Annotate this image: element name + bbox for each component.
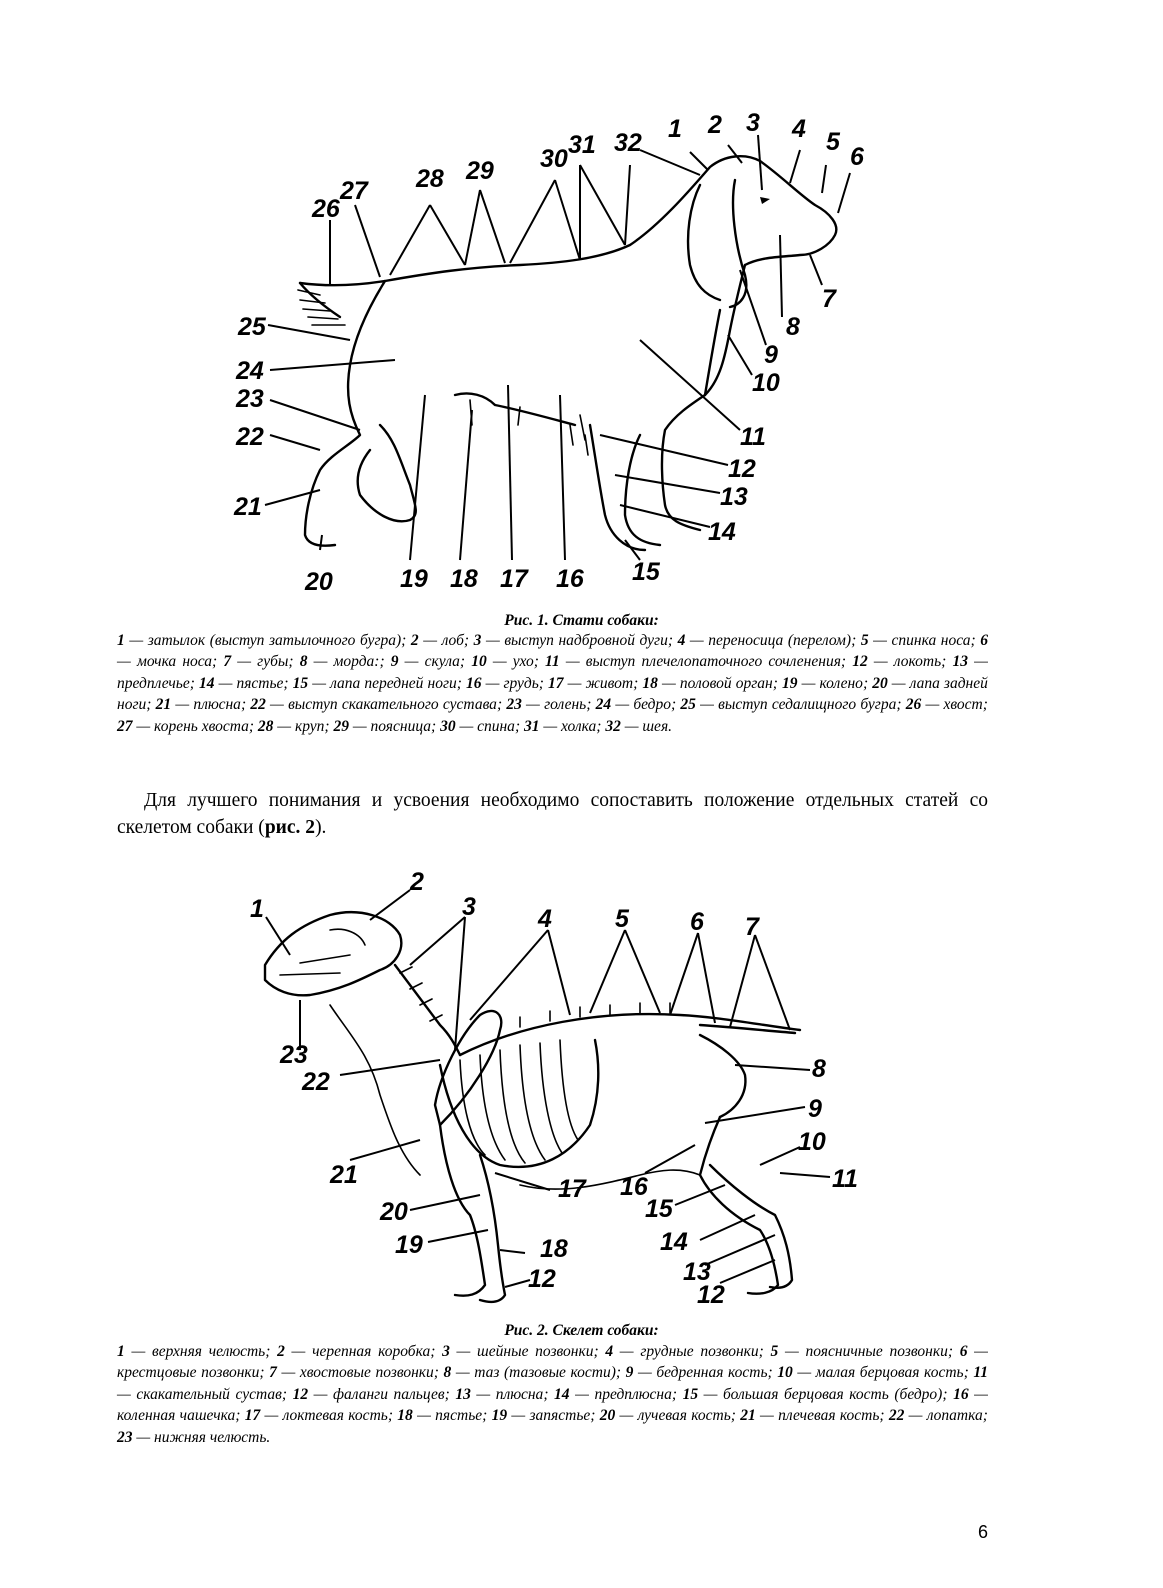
legend-number: 31 [523,717,540,735]
fig1-label: 6 [850,143,864,171]
legend-item: 2 — лоб [410,632,464,649]
legend-text: пястье [435,1407,483,1425]
fig1-label: 13 [720,483,748,511]
legend-text: корень хвоста [154,717,249,735]
legend-item: 23 — нижняя челюсть. [117,1428,271,1446]
legend-item: 31 — холка [523,717,597,735]
legend-item: 32 — шея. [605,717,673,735]
legend-item: 18 — половой орган [642,674,773,692]
legend-text: фаланги пальцев [333,1385,445,1403]
legend-item: 10 — малая берцовая кость [777,1364,964,1382]
legend-text: лапа задней ноги [117,674,988,714]
legend-item: 7 — хвостовые позвонки [269,1364,434,1382]
fig2-label: 1 [250,895,264,923]
legend-item: 15 — большая берцовая кость (бедро) [682,1385,943,1403]
legend-number: 30 [440,717,456,735]
figure-2-dog-skeleton [0,855,1163,1315]
legend-number: 16 [466,674,482,692]
legend-item: 11 — выступ плечелопаточного сочленения [545,653,841,671]
page-number: 6 [977,1522,988,1542]
legend-item: 4 — переносица (перелом) [677,632,852,649]
legend-text: черепная коробка [312,1343,431,1360]
legend-item: 10 — ухо [471,653,534,671]
legend-number: 17 [244,1407,261,1425]
fig1-label: 10 [752,369,780,397]
fig2-label: 8 [812,1055,826,1083]
legend-text: хвостовые позвонки [299,1364,434,1382]
legend-number: 19 [491,1407,508,1425]
fig2-label: 9 [808,1095,822,1123]
fig2-label: 3 [462,893,476,921]
fig1-label: 14 [708,518,736,546]
legend-number: 5 [860,632,869,649]
figure-1-legend: 1 — затылок (выступ затылочного бугра); 2 — лоб; 3 — выступ надбровной дуги; 4 — переносица (перелом); 5 — спинка носа; 6 — мочка носа; 7 — губы; 8 — морда:; 9 — скула; 10 — ухо; 11 — выступ плечелопаточного сочленения; 12 — локоть; 13 — предплечье; 14 — пястье; 15 — лапа передней ноги; 16 — грудь; 17 — живот; 18 — половой орган; 19 — колено; 20 — лапа задней ноги; 21 — плюсна; 22 — выступ скакательного сустава; 23 — голень; 24 — бедро; 25 — выступ седалищного бугра; 26 — хвост; 27 — корень хвоста; 28 — круп; 29 — поясница; 30 — спина; 31 — холка; 32 — шея. [117,632,988,735]
legend-number: 27 [117,717,133,735]
fig1-label: 5 [826,128,840,156]
legend-item: 12 — фаланги пальцев [292,1385,445,1403]
legend-number: 2 [277,1343,285,1360]
fig1-label: 7 [822,285,836,313]
legend-item: 13 — предплечье [117,653,988,692]
fig2-label: 22 [302,1068,330,1096]
fig1-label: 20 [305,568,333,596]
legend-number: 17 [548,674,564,692]
legend-number: 8 [443,1364,452,1382]
legend-text: бедро [633,696,672,714]
legend-number: 2 [410,632,419,649]
legend-text: колено [819,674,863,692]
skeleton-drawing [265,912,800,1302]
legend-text: скула [424,653,460,671]
legend-item: 3 — шейные позвонки [442,1343,594,1360]
legend-number: 4 [605,1343,614,1360]
legend-text: шея. [642,717,673,735]
legend-item: 24 — бедро [595,696,672,714]
legend-text: лучевая кость [637,1407,731,1425]
legend-number: 8 [299,653,308,671]
legend-item: 23 — голень [506,696,587,714]
fig1-label: 17 [500,565,528,593]
legend-number: 18 [642,674,658,692]
legend-number: 12 [292,1385,309,1403]
legend-number: 14 [554,1385,570,1403]
legend-item: 29 — поясница [333,717,432,735]
legend-text: спина [477,717,515,735]
legend-item: 20 — лучевая кость [599,1407,731,1425]
legend-text: малая берцовая кость [815,1364,964,1382]
legend-item: 3 — выступ надбровной дуги [473,632,668,649]
legend-text: выступ скакательного сустава [288,696,497,714]
legend-number: 1 [117,1343,125,1360]
legend-number: 20 [599,1407,616,1425]
legend-number: 14 [198,674,215,692]
fig1-label: 9 [764,341,778,369]
fig1-label: 4 [792,115,806,143]
fig2-label: 5 [615,905,629,933]
legend-text: спинка носа [891,632,971,649]
fig1-label: 28 [416,165,444,193]
legend-text: верхняя челюсть [151,1343,266,1360]
legend-item: 12 — локоть [852,653,942,671]
paragraph-text: Для лучшего понимания и усвоения необходимо сопоставить положение отдельных статей со скелетом собаки ( [117,790,988,838]
fig2-label: 23 [280,1041,308,1069]
legend-number: 20 [872,674,888,692]
fig2-label: 2 [410,868,424,896]
fig2-label: 17 [558,1175,586,1203]
fig2-label: 21 [330,1161,358,1189]
legend-text: большая берцовая кость (бедро) [723,1385,943,1403]
legend-number: 7 [269,1364,277,1382]
legend-number: 15 [682,1385,699,1403]
legend-number: 23 [506,696,522,714]
fig1-label: 12 [728,455,756,483]
fig1-label: 19 [400,565,428,593]
legend-number: 21 [740,1407,756,1425]
fig2-label: 14 [660,1228,688,1256]
legend-item: 28 — круп [257,717,325,735]
legend-text: ухо [512,653,534,671]
legend-number: 22 [250,696,266,714]
legend-item: 14 — пястье [198,674,284,692]
legend-item: 5 — поясничные позвонки [770,1343,948,1360]
fig1-label: 3 [746,109,760,137]
legend-text: локоть [893,653,942,671]
figure-reference: рис. 2 [264,817,316,838]
legend-number: 5 [770,1343,779,1360]
legend-text: таз (тазовые кости) [474,1364,616,1382]
legend-text: выступ надбровной дуги [504,632,668,649]
legend-text: плечевая кость [778,1407,880,1425]
fig1-label: 11 [740,423,766,451]
legend-number: 13 [952,653,968,671]
fig1-label: 8 [786,313,800,341]
legend-number: 16 [953,1385,969,1403]
legend-number: 3 [442,1343,450,1360]
legend-text: крестцовые позвонки [117,1364,260,1382]
legend-number: 28 [257,717,274,735]
legend-number: 9 [625,1364,634,1382]
legend-text: переносица (перелом) [708,632,852,649]
figure-2-drawing [0,855,1163,1315]
paragraph-end: ). [315,817,327,838]
legend-text: локтевая кость [282,1407,388,1425]
legend-number: 6 [980,632,988,649]
legend-item: 22 — лопатка [888,1407,983,1425]
legend-item: 5 — спинка носа [860,632,971,649]
fig1-label: 2 [708,111,722,139]
legend-item: 1 — верхняя челюсть [117,1343,266,1360]
legend-item: 2 — черепная коробка [277,1343,431,1360]
legend-number: 10 [471,653,487,671]
fig1-label: 27 [340,177,368,205]
fig1-label: 31 [568,131,596,159]
legend-text: скакательный сустав [136,1385,282,1403]
legend-number: 23 [117,1428,133,1446]
legend-item: 16 — коленная чашечка [117,1385,988,1425]
fig1-label: 30 [540,145,568,173]
figure-2-legend: 1 — верхняя челюсть; 2 — черепная коробка; 3 — шейные позвонки; 4 — грудные позвонки; 5 — поясничные позвонки; 6 — крестцовые позвонки; 7 — хвостовые позвонки; 8 — таз (тазовые кости); 9 — бедренная кость; 10 — малая берцовая кость; 11 — скакательный сустав; 12 — фаланги пальцев; 13 — плюсна; 14 — предплюсна; 15 — большая берцовая кость (бедро); 16 — коленная чашечка; 17 — локтевая кость; 18 — пястье; 19 — запястье; 20 — лучевая кость; 21 — плечевая кость; 22 — лопатка; 23 — нижняя челюсть. [117,1343,988,1446]
fig2-label: 10 [798,1128,826,1156]
legend-text: голень [544,696,587,714]
legend-text: плюсна [193,696,241,714]
legend-number: 26 [905,696,922,714]
legend-text: плюсна [495,1385,544,1403]
legend-text: поясница [370,717,432,735]
legend-item: 26 — хвост [905,696,983,714]
legend-item: 9 — бедренная кость [625,1364,768,1382]
legend-number: 4 [677,632,686,649]
legend-text: грудь [503,674,539,692]
legend-item: 14 — предплюсна [554,1385,672,1403]
legend-item: 21 — плюсна [155,696,241,714]
fig1-label: 29 [466,157,494,185]
legend-number: 12 [852,653,868,671]
legend-item: 4 — грудные позвонки [605,1343,759,1360]
fig2-label: 6 [690,908,704,936]
legend-text: круп [294,717,325,735]
fig1-label: 25 [238,313,266,341]
fig2-label: 11 [832,1165,858,1193]
legend-number: 32 [605,717,621,735]
legend-number: 6 [959,1343,968,1360]
legend-number: 21 [155,696,172,714]
legend-number: 11 [545,653,560,671]
legend-item: 15 — лапа передней ноги [292,674,457,692]
body-paragraph [117,787,988,841]
legend-number: 22 [888,1407,905,1425]
legend-text: нижняя челюсть. [154,1428,271,1446]
legend-number: 25 [680,696,696,714]
fig1-label: 22 [236,423,264,451]
fig1-label: 23 [236,385,264,413]
fig2-label: 15 [645,1195,673,1223]
legend-item: 18 — пястье [397,1407,483,1425]
figure-1-dog-outline [0,95,1163,600]
legend-item: 30 — спина [440,717,515,735]
fig2-label: 13 [683,1258,711,1286]
legend-text: запястье [529,1407,591,1425]
legend-text: лоб [441,632,464,649]
legend-number: 9 [390,653,399,671]
figure-1-title: Рис. 1. Стати собаки: [504,612,659,629]
fig2-label: 19 [395,1231,423,1259]
fig1-label: 15 [632,558,660,586]
fig1-label: 16 [556,565,584,593]
legend-text: холка [561,717,597,735]
legend-item: 27 — корень хвоста [117,717,249,735]
fig1-label: 32 [614,129,642,157]
figure-1-labels [233,109,865,596]
fig2-label: 4 [538,905,552,933]
legend-item: 19 — колено [781,674,863,692]
legend-number: 7 [223,653,232,671]
legend-number: 11 [973,1364,988,1382]
fig2-label: 7 [745,913,759,941]
legend-item: 19 — запястье [491,1407,591,1425]
figure-2-title: Рис. 2. Скелет собаки: [504,1322,659,1339]
legend-text: мочка носа [136,653,212,671]
legend-item: 21 — плечевая кость [740,1407,880,1425]
legend-item: 22 — выступ скакательного сустава [250,696,497,714]
legend-text: выступ седалищного бугра [718,696,897,714]
fig2-label: 16 [620,1173,648,1201]
fig2-label: 18 [540,1235,568,1263]
legend-item: 9 — скула [390,653,460,671]
legend-text: затылок (выступ затылочного бугра) [147,632,402,649]
legend-item: 17 — локтевая кость [244,1407,388,1425]
legend-item: 11 — скакательный сустав [117,1364,988,1403]
legend-item: 7 — губы [223,653,289,671]
legend-number: 10 [777,1364,793,1382]
legend-item: 8 — морда: [299,653,380,671]
legend-item: 25 — выступ седалищного бугра [680,696,897,714]
legend-text: предплечье [117,674,190,692]
legend-item: 1 — затылок (выступ затылочного бугра) [117,632,402,649]
legend-text: морда: [333,653,380,671]
legend-number: 18 [397,1407,413,1425]
legend-item: 20 — лапа задней ноги [117,674,988,714]
fig1-label: 26 [312,195,340,223]
legend-text: предплюсна [594,1385,672,1403]
legend-text: живот [585,674,634,692]
legend-text: бедренная кость [656,1364,768,1382]
dog-outline [298,156,836,550]
legend-number: 19 [781,674,798,692]
legend-item: 6 — мочка носа [117,632,988,671]
legend-number: 15 [292,674,309,692]
legend-text: половой орган [679,674,773,692]
legend-item: 8 — таз (тазовые кости) [443,1364,616,1382]
figure-1-drawing [0,95,1163,600]
legend-number: 13 [455,1385,471,1403]
fig1-label: 24 [236,357,264,385]
legend-item: 6 — крестцовые позвонки [117,1343,988,1382]
legend-number: 1 [117,632,125,649]
legend-text: шейные позвонки [477,1343,594,1360]
fig1-label: 21 [234,493,262,521]
legend-number: 29 [333,717,349,735]
legend-number: 3 [473,632,482,649]
legend-text: выступ плечелопаточного сочленения [585,653,841,671]
legend-text: поясничные позвонки [805,1343,948,1360]
legend-text: губы [257,653,289,671]
legend-text: грудные позвонки [640,1343,759,1360]
legend-number: 24 [595,696,612,714]
legend-item: 16 — грудь [466,674,539,692]
legend-text: пястье [236,674,284,692]
fig1-label: 1 [668,115,682,143]
legend-text: лапа передней ноги [330,674,457,692]
fig2-label: 12 [528,1265,556,1293]
fig2-label: 20 [380,1198,408,1226]
legend-text: лопатка [926,1407,983,1425]
fig1-label: 18 [450,565,478,593]
fig2-label: 12 [697,1281,725,1309]
legend-item: 17 — живот [548,674,634,692]
legend-text: коленная чашечка [117,1407,236,1425]
legend-item: 13 — плюсна [455,1385,544,1403]
legend-text: хвост [943,696,983,714]
